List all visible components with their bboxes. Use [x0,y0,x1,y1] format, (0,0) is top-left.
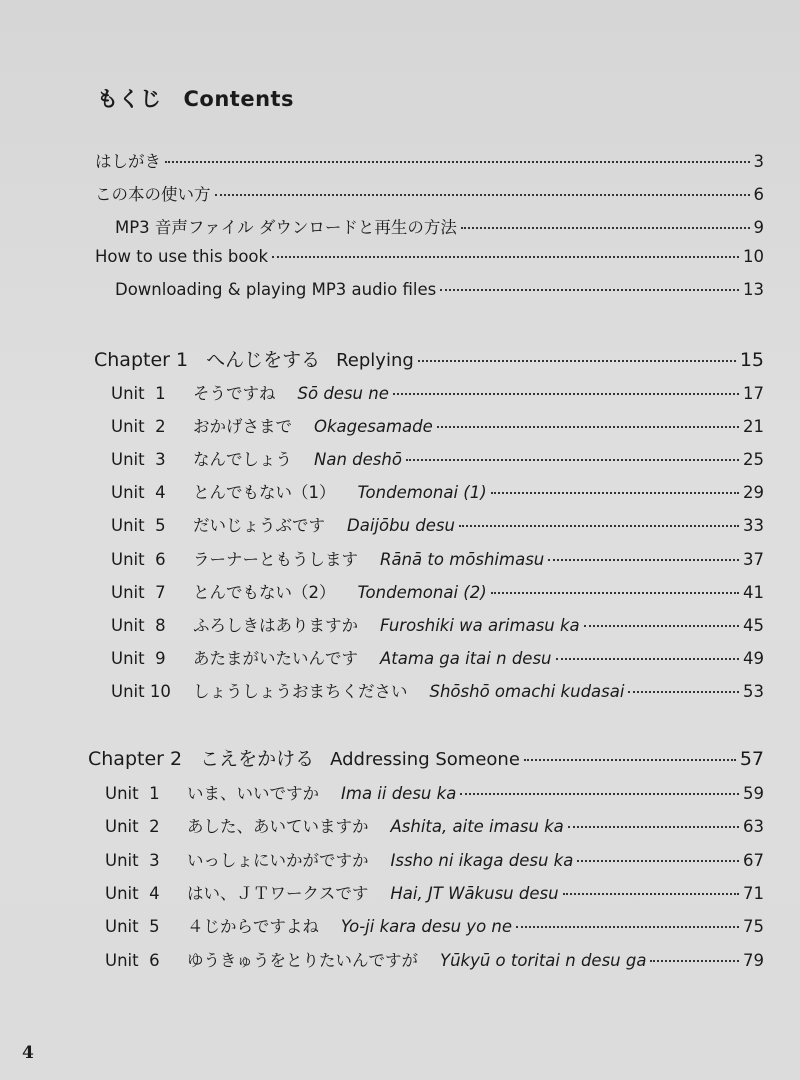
chapter-title-jp: こえをかける [200,748,315,770]
unit-number: Unit 10 [111,681,171,701]
toc-unit-entry[interactable] [111,512,764,536]
contents-heading [97,83,294,113]
toc-unit-entry[interactable] [105,847,764,871]
toc-page-number: 6 [753,185,764,204]
dot-leader [577,860,739,862]
dot-leader [548,559,739,561]
unit-label [111,645,552,669]
toc-page-number: 15 [739,349,764,371]
toc-entry-how-to-use-jp[interactable] [95,181,764,205]
unit-number: Unit 6 [105,950,160,970]
toc-entry-label: How to use this book [95,247,269,266]
unit-label [105,847,573,871]
unit-title-jp: ４じからですよね [187,917,319,937]
toc-entry-mp3-jp[interactable] [115,214,764,238]
toc-page-number: 57 [739,748,764,770]
unit-number: Unit 1 [105,784,160,803]
unit-label [111,612,580,636]
unit-title-jp: そうですね [193,384,276,403]
unit-title-jp: はい、ＪＴワークスです [187,883,369,903]
unit-number: Unit 7 [111,582,166,602]
unit-title-jp: なんでしょう [193,450,292,470]
unit-title-romaji: Yo-ji kara desu yo ne [340,917,513,937]
dot-leader [650,960,739,962]
dot-leader [556,658,739,660]
unit-label [111,479,487,503]
toc-entry-label: この本の使い方 [95,185,211,204]
unit-label [111,546,544,570]
toc-unit-entry[interactable] [111,546,764,570]
unit-label [111,512,455,536]
toc-page-number: 71 [743,883,764,903]
toc-page-number: 33 [743,516,764,536]
unit-title-jp: あたまがいたいんです [193,648,358,668]
unit-label [111,446,402,470]
unit-label [105,780,456,804]
dot-leader [461,227,750,229]
unit-title-romaji: Ashita, aite imasu ka [390,817,564,837]
toc-unit-entry[interactable] [111,579,764,603]
unit-number: Unit 4 [105,883,160,903]
toc-entry-mp3-en[interactable] [115,280,764,299]
unit-title-romaji: Shōshō omachi kudasai [429,681,625,701]
unit-label [105,880,559,904]
unit-number: Unit 5 [105,917,160,937]
unit-label [111,413,433,437]
unit-label [111,678,624,702]
dot-leader [215,194,750,196]
unit-title-jp: ゆうきゅうをとりたいんですが [187,950,418,970]
toc-page-number: 3 [753,152,764,171]
toc-page-number: 79 [743,950,764,970]
toc-unit-entry[interactable] [105,880,764,904]
chapter-title-jp: へんじをする [206,349,321,371]
unit-number: Unit 3 [105,850,160,870]
toc-page-number: 41 [743,582,764,602]
toc-page-number: 45 [743,615,764,635]
unit-title-jp: あした、あいていますか [187,817,369,837]
unit-title-romaji: Atama ga itai n desu [380,648,552,668]
page-folio: 4 [22,1043,34,1063]
unit-title-romaji: Yūkyū o toritai n desu ga [440,950,647,970]
unit-number: Unit 1 [111,384,166,403]
toc-page-number: 17 [743,384,764,403]
toc-unit-entry[interactable] [111,612,764,636]
unit-title-romaji: Rānā to mōshimasu [380,549,545,569]
toc-entry-label: はしがき [95,152,161,171]
dot-leader [491,592,739,594]
toc-page-number: 67 [743,850,764,870]
contents-heading-jp: もくじ [97,87,162,111]
unit-title-jp: とんでもない（1） [193,483,336,503]
unit-number: Unit 3 [111,450,166,470]
dot-leader [393,393,739,395]
dot-leader [516,926,739,928]
unit-number: Unit 2 [105,817,160,837]
toc-unit-entry[interactable] [111,645,764,669]
unit-label [111,579,487,603]
toc-page-number: 9 [753,218,764,237]
dot-leader [524,759,736,761]
toc-page-number: 75 [743,917,764,937]
toc-page-number: 25 [743,450,764,470]
unit-title-jp: おかげさまで [193,417,292,437]
dot-leader [459,525,739,527]
toc-unit-entry[interactable] [105,947,764,971]
toc-page-number: 10 [743,247,764,266]
toc-entry-label: MP3 音声ファイル ダウンロードと再生の方法 [115,218,457,237]
chapter-number: Chapter 1 [94,349,189,371]
toc-page-number: 29 [743,483,764,503]
toc-unit-entry[interactable] [111,413,764,437]
unit-number: Unit 5 [111,516,166,536]
unit-title-jp: しょうしょうおまちください [193,681,408,701]
toc-entry-label: Downloading & playing MP3 audio files [115,280,437,299]
unit-title-romaji: Nan deshō [314,450,402,470]
unit-title-romaji: Issho ni ikaga desu ka [390,850,574,870]
toc-page-number: 49 [743,648,764,668]
unit-label [105,813,564,837]
unit-label [111,380,389,404]
chapter-title-en: Addressing Someone [330,749,520,770]
chapter-label [88,744,520,771]
toc-unit-entry[interactable] [105,913,764,937]
dot-leader [563,893,739,895]
chapter-title-en: Replying [336,350,414,371]
unit-number: Unit 2 [111,417,166,437]
unit-label [105,913,512,937]
dot-leader [165,161,750,163]
unit-title-romaji: Tondemonai (2) [357,582,487,602]
dot-leader [460,793,739,795]
unit-number: Unit 9 [111,648,166,668]
toc-unit-entry[interactable] [105,780,764,804]
unit-title-jp: いま、いいですか [187,784,319,803]
unit-title-jp: とんでもない（2） [193,582,336,602]
dot-leader [568,826,739,828]
toc-page-number: 53 [743,681,764,701]
unit-title-romaji: Daijōbu desu [347,516,455,536]
unit-title-romaji: Ima ii desu ka [341,784,457,803]
toc-chapter-2[interactable] [88,744,764,771]
dot-leader [437,426,739,428]
contents-heading-en: Contents [183,87,295,111]
unit-number: Unit 6 [111,549,166,569]
unit-number: Unit 8 [111,615,166,635]
toc-unit-entry[interactable] [111,479,764,503]
unit-title-romaji: Hai, JT Wākusu desu [390,883,559,903]
unit-title-romaji: Tondemonai (1) [357,483,487,503]
dot-leader [418,360,736,362]
dot-leader [584,625,739,627]
toc-unit-entry[interactable] [111,678,764,702]
dot-leader [491,492,739,494]
toc-page-number: 21 [743,417,764,437]
dot-leader [440,289,739,291]
toc-page-number: 13 [743,280,764,299]
chapter-label [94,345,414,372]
dot-leader [272,256,739,258]
unit-title-romaji: Okagesamade [314,417,433,437]
toc-unit-entry[interactable] [111,380,764,404]
unit-title-jp: だいじょうぶです [193,516,325,536]
toc-entry-how-to-use-en[interactable] [95,247,764,266]
unit-title-jp: いっしょにいかがですか [187,850,369,870]
chapter-number: Chapter 2 [88,748,183,770]
toc-unit-entry[interactable] [105,813,764,837]
toc-page-number: 37 [743,549,764,569]
toc-chapter-1[interactable] [94,345,764,372]
toc-page-number: 59 [743,784,764,803]
unit-title-jp: ふろしきはありますか [193,615,358,635]
unit-label [105,947,646,971]
unit-title-romaji: Furoshiki wa arimasu ka [380,615,580,635]
unit-number: Unit 4 [111,483,166,503]
dot-leader [406,459,739,461]
unit-title-jp: ラーナーともうします [193,549,358,569]
toc-entry-preface[interactable] [95,148,764,172]
dot-leader [628,691,739,693]
toc-unit-entry[interactable] [111,446,764,470]
toc-page-number: 63 [743,817,764,837]
unit-title-romaji: Sō desu ne [297,384,389,403]
